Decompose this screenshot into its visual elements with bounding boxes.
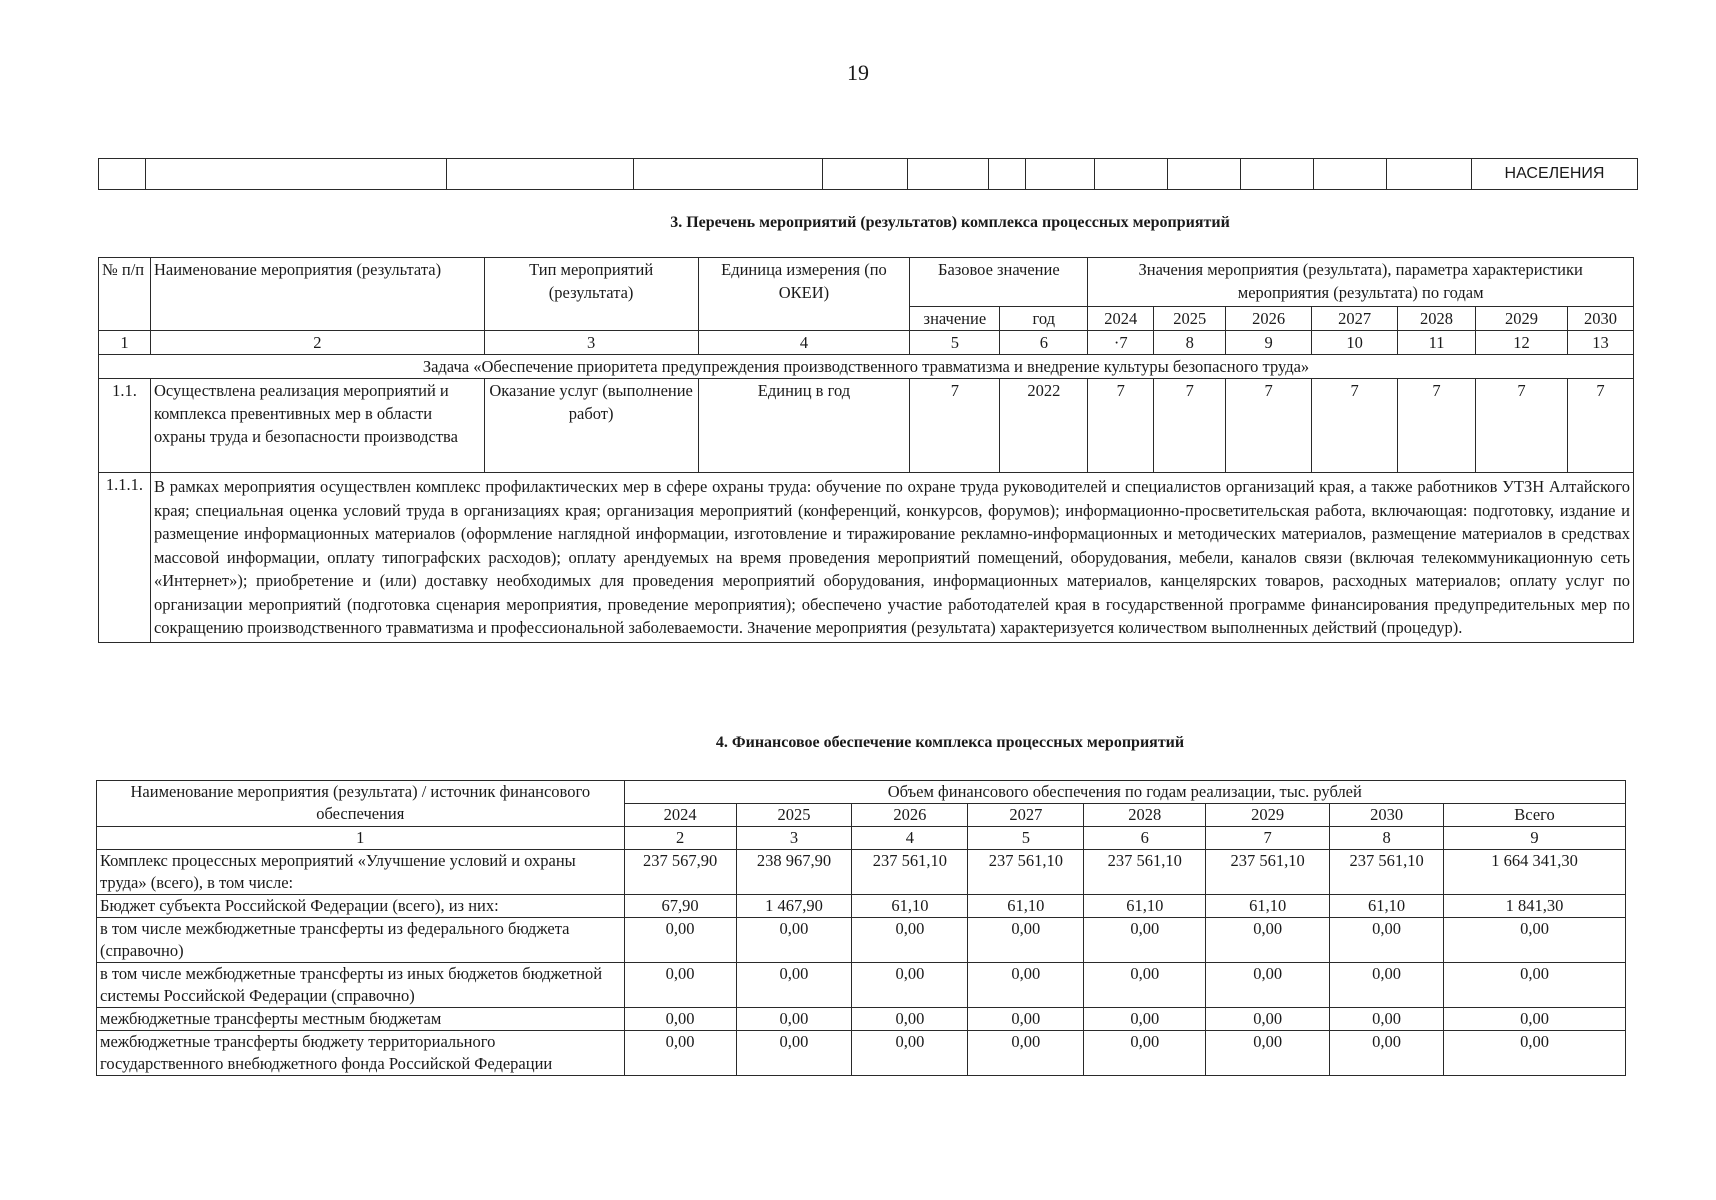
fin-cell-total: 1 664 341,30 [1444, 850, 1626, 895]
header-year: 2026 [1226, 307, 1312, 331]
stub-cell [823, 159, 908, 190]
col-number: 1 [99, 331, 151, 355]
col-number: 4 [698, 331, 910, 355]
fin-row-name: в том числе межбюджетные трансферты из иных бюджетов бюджетной системы Российской Федерации (справочно) [97, 963, 625, 1008]
fin-cell: 0,00 [736, 963, 852, 1008]
stub-cell [1095, 159, 1168, 190]
fin-cell: 0,00 [968, 963, 1084, 1008]
fin-col-number: 2 [624, 827, 736, 850]
fin-header-total: Всего [1444, 804, 1626, 827]
header-year: 2025 [1154, 307, 1226, 331]
fin-col-number: 1 [97, 827, 625, 850]
fin-cell: 61,10 [1084, 895, 1206, 918]
fin-cell: 0,00 [736, 1008, 852, 1031]
row-value: 7 [1398, 379, 1476, 473]
fin-header-name: Наименование мероприятия (результата) / источник финансового обеспечения [97, 781, 625, 827]
fin-cell: 61,10 [968, 895, 1084, 918]
col-number: 5 [910, 331, 1000, 355]
row-name: Осуществлена реализация мероприятий и комплекса превентивных мер в области охраны труда и безопасности производства [150, 379, 484, 473]
fin-header-year: 2029 [1206, 804, 1330, 827]
header-year: 2029 [1476, 307, 1568, 331]
row-num: 1.1. [99, 379, 151, 473]
fin-cell: 61,10 [852, 895, 968, 918]
header-base: Базовое значение [910, 258, 1088, 307]
row-value: 7 [1312, 379, 1398, 473]
sub-row-num: 1.1.1. [99, 473, 151, 643]
row-unit: Единиц в год [698, 379, 910, 473]
fin-cell: 0,00 [968, 1008, 1084, 1031]
fin-cell: 237 561,10 [852, 850, 968, 895]
fin-cell: 0,00 [624, 963, 736, 1008]
fin-cell: 0,00 [968, 1031, 1084, 1076]
fin-cell-total: 0,00 [1444, 1031, 1626, 1076]
header-name: Наименование мероприятия (результата) [150, 258, 484, 331]
row-value: 7 [1154, 379, 1226, 473]
stub-cell [1387, 159, 1472, 190]
fin-cell: 0,00 [1084, 918, 1206, 963]
fin-cell: 237 567,90 [624, 850, 736, 895]
fin-cell: 0,00 [852, 963, 968, 1008]
previous-table-continuation [98, 158, 1638, 190]
measures-table [98, 257, 1634, 643]
col-number: 8 [1154, 331, 1226, 355]
fin-cell: 0,00 [1330, 963, 1444, 1008]
row-base-value: 7 [910, 379, 1000, 473]
col-number: 11 [1398, 331, 1476, 355]
col-number: 9 [1226, 331, 1312, 355]
sub-row-description: В рамках мероприятия осуществлен комплекс профилактических мер в сфере охраны труда: обучение по охране труда руководителей и специалистов организаций края, а также работников УТЗН Алтайского края; специальная оценка условий труда в организациях края; организация мероприятий (конференций, конкурсов, форумов); информационно-просветительская работа, включающая: подготовку, издание и размещение информационных материалов (оформление наглядной информации, изготовление и тиражирование рекламно-информационных и методических материалов, размещение материалов в средствах массовой информации, оплату типографских расходов); оплату арендуемых на время проведения мероприятий помещений, оборудования, мебели, каналов связи (включая телекоммуникационную сеть «Интернет»); приобретение и (или) доставку необходимых для проведения мероприятий оборудования, информационных материалов, канцелярских товаров, расходных материалов; оплату услуг по организации мероприятий (подготовка сценария мероприятия, проведение мероприятия); обеспечено участие работодателей края в государственной программе финансирования предупредительных мер по сокращению производственного травматизма и профессиональной заболеваемости. Значение мероприятия (результата) характеризуется количеством выполненных действий (процедур). [150, 473, 1633, 643]
fin-cell: 0,00 [1206, 963, 1330, 1008]
fin-cell: 237 561,10 [968, 850, 1084, 895]
stub-cell [1314, 159, 1387, 190]
col-number: 10 [1312, 331, 1398, 355]
fin-cell: 0,00 [1084, 963, 1206, 1008]
fin-cell: 61,10 [1330, 895, 1444, 918]
fin-header-year: 2026 [852, 804, 968, 827]
stub-cell [908, 159, 989, 190]
fin-col-number: 4 [852, 827, 968, 850]
fin-cell: 0,00 [1206, 1031, 1330, 1076]
fin-row-name: межбюджетные трансферты бюджету территориального государственного внебюджетного фонда Российской Федерации [97, 1031, 625, 1076]
col-number: 13 [1567, 331, 1633, 355]
header-year: 2024 [1088, 307, 1154, 331]
header-values: Значения мероприятия (результата), параметра характеристики мероприятия (результата) по годам [1088, 258, 1634, 307]
fin-row-name: Бюджет субъекта Российской Федерации (всего), из них: [97, 895, 625, 918]
row-type: Оказание услуг (выполнение работ) [484, 379, 698, 473]
fin-col-number: 7 [1206, 827, 1330, 850]
fin-cell: 0,00 [968, 918, 1084, 963]
fin-cell: 0,00 [1206, 1008, 1330, 1031]
stub-cell [989, 159, 1026, 190]
fin-header-volume: Объем финансового обеспечения по годам реализации, тыс. рублей [624, 781, 1625, 804]
col-number: 6 [1000, 331, 1088, 355]
fin-col-number: 8 [1330, 827, 1444, 850]
section3-title: 3. Перечень мероприятий (результатов) комплекса процессных мероприятий [670, 214, 1230, 231]
col-number: 2 [150, 331, 484, 355]
fin-cell: 0,00 [736, 918, 852, 963]
header-unit: Единица измерения (по ОКЕИ) [698, 258, 910, 331]
row-value: 7 [1476, 379, 1568, 473]
fin-col-number: 6 [1084, 827, 1206, 850]
fin-cell: 238 967,90 [736, 850, 852, 895]
stub-last-cell: НАСЕЛЕНИЯ [1472, 159, 1638, 190]
fin-cell: 1 467,90 [736, 895, 852, 918]
col-number: 3 [484, 331, 698, 355]
row-value: 7 [1226, 379, 1312, 473]
fin-row-name: межбюджетные трансферты местным бюджетам [97, 1008, 625, 1031]
row-base-year: 2022 [1000, 379, 1088, 473]
fin-cell: 237 561,10 [1084, 850, 1206, 895]
fin-cell: 0,00 [624, 1031, 736, 1076]
fin-cell: 0,00 [1330, 918, 1444, 963]
fin-cell: 0,00 [852, 1008, 968, 1031]
stub-cell [1168, 159, 1241, 190]
header-num: № п/п [99, 258, 151, 331]
stub-cell [1241, 159, 1314, 190]
row-value: 7 [1567, 379, 1633, 473]
col-number: ·7 [1088, 331, 1154, 355]
fin-cell-total: 0,00 [1444, 1008, 1626, 1031]
section4-title: 4. Финансовое обеспечение комплекса процессных мероприятий [715, 734, 1185, 751]
fin-cell: 0,00 [1206, 918, 1330, 963]
fin-cell: 0,00 [852, 918, 968, 963]
fin-cell: 0,00 [1330, 1031, 1444, 1076]
fin-col-number: 3 [736, 827, 852, 850]
row-value: 7 [1088, 379, 1154, 473]
header-year: 2030 [1567, 307, 1633, 331]
stub-cell [99, 159, 146, 190]
header-year: 2027 [1312, 307, 1398, 331]
header-base-value: значение [910, 307, 1000, 331]
fin-row-name: в том числе межбюджетные трансферты из федерального бюджета (справочно) [97, 918, 625, 963]
fin-header-year: 2024 [624, 804, 736, 827]
fin-cell: 0,00 [736, 1031, 852, 1076]
fin-cell: 67,90 [624, 895, 736, 918]
stub-cell [1026, 159, 1095, 190]
col-number: 12 [1476, 331, 1568, 355]
fin-header-year: 2030 [1330, 804, 1444, 827]
fin-header-year: 2025 [736, 804, 852, 827]
fin-cell: 0,00 [852, 1031, 968, 1076]
fin-cell: 61,10 [1206, 895, 1330, 918]
fin-cell: 0,00 [624, 1008, 736, 1031]
stub-cell [447, 159, 634, 190]
fin-cell: 0,00 [1330, 1008, 1444, 1031]
header-year: 2028 [1398, 307, 1476, 331]
fin-cell-total: 1 841,30 [1444, 895, 1626, 918]
fin-cell: 237 561,10 [1206, 850, 1330, 895]
financing-table [96, 780, 1626, 1076]
stub-cell [634, 159, 823, 190]
fin-cell-total: 0,00 [1444, 963, 1626, 1008]
fin-cell: 0,00 [1084, 1031, 1206, 1076]
header-type: Тип мероприятий (результата) [484, 258, 698, 331]
fin-cell: 0,00 [624, 918, 736, 963]
fin-row-name: Комплекс процессных мероприятий «Улучшение условий и охраны труда» (всего), в том числе: [97, 850, 625, 895]
fin-cell: 0,00 [1084, 1008, 1206, 1031]
fin-cell-total: 0,00 [1444, 918, 1626, 963]
fin-header-year: 2028 [1084, 804, 1206, 827]
fin-col-number: 9 [1444, 827, 1626, 850]
fin-col-number: 5 [968, 827, 1084, 850]
fin-cell: 237 561,10 [1330, 850, 1444, 895]
fin-header-year: 2027 [968, 804, 1084, 827]
task-row: Задача «Обеспечение приоритета предупреждения производственного травматизма и внедрение культуры безопасного труда» [99, 355, 1634, 379]
stub-cell [146, 159, 447, 190]
page-number: 19 [847, 60, 869, 85]
header-base-year: год [1000, 307, 1088, 331]
